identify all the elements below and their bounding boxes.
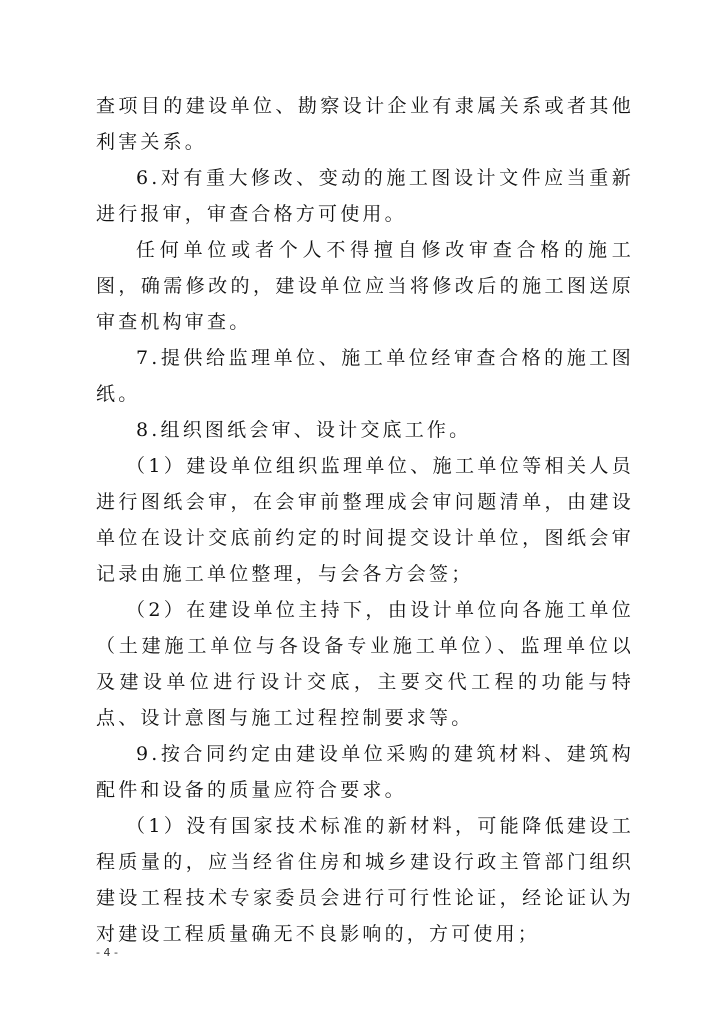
paragraph-item-8-1: （1）建设单位组织监理单位、施工单位等相关人员进行图纸会审，在会审前整理成会审问题清单，由建设单位在设计交底前约定的时间提交设计单位，图纸会审记录由施工单位整理，与会各方会签； [96, 455, 634, 585]
document-body [96, 88, 634, 952]
paragraph-item-8-2: （2）在建设单位主持下，由设计单位向各施工单位（土建施工单位与各设备专业施工单位）、监理单位以及建设单位进行设计交底，主要交代工程的功能与特点、设计意图与施工过程控制要求等。 [96, 599, 634, 729]
paragraph-continuation: 查项目的建设单位、勘察设计企业有隶属关系或者其他利害关系。 [96, 95, 634, 153]
paragraph-item-7: 7.提供给监理单位、施工单位经审查合格的施工图纸。 [96, 347, 634, 405]
paragraph-item-6-note: 任何单位或者个人不得擅自修改审查合格的施工图，确需修改的，建设单位应当将修改后的施工图送原审查机构审查。 [96, 239, 634, 333]
paragraph-item-6: 6.对有重大修改、变动的施工图设计文件应当重新进行报审，审查合格方可使用。 [96, 167, 634, 225]
paragraph-item-9-1: （1）没有国家技术标准的新材料，可能降低建设工程质量的，应当经省住房和城乡建设行政主管部门组织建设工程技术专家委员会进行可行性论证，经论证认为对建设工程质量确无不良影响的，方可使用； [96, 815, 634, 945]
page-number: - 4 - [96, 946, 118, 959]
paragraph-item-9: 9.按合同约定由建设单位采购的建筑材料、建筑构配件和设备的质量应符合要求。 [96, 743, 634, 801]
paragraph-item-8: 8.组织图纸会审、设计交底工作。 [136, 419, 472, 441]
